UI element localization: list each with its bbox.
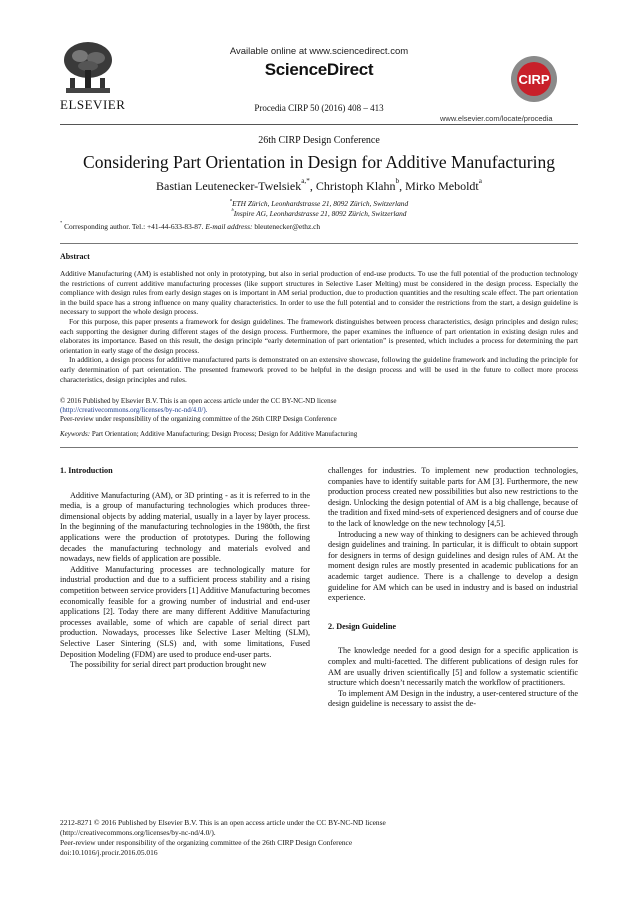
publisher-name: ELSEVIER xyxy=(60,97,126,112)
sciencedirect-logo: ScienceDirect xyxy=(264,60,374,79)
footer-issn: 2212-8271 © 2016 Published by Elsevier B.V. This is an open access article under the CC BY-NC-ND license xyxy=(60,818,386,827)
abstract-paragraph-2: For this purpose, this paper presents a framework for design guidelines. The framework distinguishes between process characteristics, design principles and design rules; each supporting the designer during different stages of the design process. Furthermore, the paper examines the influence of part orientation in existing design rules and elaborates its importance. Based on this result, the design principle “early determination of part orientation” is presented, which includes a process for determining the part orientation in early stage of the design process. xyxy=(60,316,578,355)
footer-peer-review: Peer-review under responsibility of the organizing committee of the 26th CIRP Design Conference xyxy=(60,838,353,847)
author-1: Bastian Leutenecker-Twelsiek xyxy=(156,179,302,193)
right-paragraph-1: challenges for industries. To implement new production technologies, companies have to identify suitable parts for AM [3]. Furthermore, the new production process created new possibilities but also new restrictions to the design. Unlocking the design potential of AM is a big challenge, because of the tradition and fixed mind-sets of experienced designers and of course due to the lack of knowledge on the new technology [4,5]. xyxy=(328,466,578,528)
footer-license-link[interactable]: (http://creativecommons.org/licenses/by-nc-nd/4.0/). xyxy=(60,828,216,837)
abstract-heading: Abstract xyxy=(60,252,90,261)
right-column xyxy=(328,466,578,710)
conference-name: 26th CIRP Design Conference xyxy=(258,135,380,146)
author-3-affiliation: a xyxy=(478,177,482,185)
cirp-logo xyxy=(510,55,558,103)
intro-paragraph-1: Additive Manufacturing (AM), or 3D printing - as it is referred to in the media, is a group of manufacturing technologies which produces three-dimensional objects by adding material, usually in a layer by layer process. In the beginning of the manufacturing technologies in the 1980th, the first applications were the production of prototypes. During the following decades the manufacturing technology and materials evolved and nowadays, new fields of application are possible. xyxy=(60,490,310,564)
paper-title: Considering Part Orientation in Design for Additive Manufacturing xyxy=(83,152,555,172)
right-paragraph-3: The knowledge needed for a good design for a specific application is complex and multi-facetted. The different publications of design rules for AM are usually driven scientifically [5] and follow a systematic scientific structure which doesn’t necessarily match the workflow of practitioners. xyxy=(328,646,578,688)
right-paragraph-2: Introducing a new way of thinking to designers can be achieved through design guidelines and training. In particular, it is difficult to obtain support for designers in terms of design guidelines and design rules of AM. At the moment design rules are mostly presented in academic publications for an academic target audience. There is a challenge to develop a design guideline for AM which can be used in industry and is based on industrial experience. xyxy=(328,529,578,603)
svg-text:CIRP: CIRP xyxy=(518,72,550,87)
author-2-affiliation: b xyxy=(395,177,400,185)
header-rule xyxy=(60,124,578,125)
left-column xyxy=(60,466,310,671)
author-2: , Christoph Klahn xyxy=(309,179,396,193)
abstract-top-rule xyxy=(60,243,578,244)
peer-review-note: Peer-review under responsibility of the organizing committee of the 26th CIRP Design Conference xyxy=(60,415,337,423)
author-email[interactable]: bleutenecker@ethz.ch xyxy=(254,222,321,231)
right-paragraph-4: To implement AM Design in the industry, a user-centered structure of the design guideline is necessary to assist the de- xyxy=(328,688,578,709)
procedia-url[interactable]: www.elsevier.com/locate/procedia xyxy=(440,114,553,123)
intro-paragraph-2: Additive Manufacturing processes are technologically mature for industrial production and due to a sufficient process stability and a rising competition between service providers [1] Additive Manufacturing becomes economically feasible for a growing number of industrial and end-user applications [2]. Today there are many different Additive Manufacturing processes available, some of which are capable of serial direct part production. Nowadays, processes like Selective Laser Melting (SLM), Selective Laser Sintering (SLS) and, with some limitations, Fused Deposition Modeling (FDM) are used to produce end-user parts. xyxy=(60,564,310,659)
section-heading-introduction: 1. Introduction xyxy=(60,466,113,475)
author-list xyxy=(0,179,638,194)
affiliation-a: $^a$ETH Zürich, Leonhardstrasse 21, 8092 Zürich, Switzerland xyxy=(229,197,409,208)
abstract-body xyxy=(60,269,578,397)
affiliation-b: $^b$Inspire AG, Leonhardstrasse 21, 8092 Zürich, Switzerland xyxy=(231,207,407,218)
corresponding-author: * Corresponding author. Tel.: +41-44-633-83-87. E-mail address: bleutenecker@ethz.ch xyxy=(60,220,321,231)
license-line-1: © 2016 Published by Elsevier B.V. This is an open access article under the CC BY-NC-ND license xyxy=(60,397,337,405)
intro-paragraph-3: The possibility for serial direct part production brought new xyxy=(70,660,267,670)
keywords-bottom-rule xyxy=(60,447,578,448)
footer-doi[interactable]: doi:10.1016/j.procir.2016.05.016 xyxy=(60,848,158,857)
abstract-paragraph-1: Additive Manufacturing (AM) is established not only in prototyping, but also in serial production of end-use products. To use the full potential of the production technology the restrictions of current additive manufacturing processes (like support structures in Selective Laser Melting) must be considered in the design process. Especially the compliance with design rules from early design stages on is important in AM serial production, due to production quantities and the resulting scale effect. The part orientation in the build space has a strong influence on many quality characteristics. In order to use the full potential and to consider the restrictions from the start, a design guideline is necessary to support the whole design process. xyxy=(60,269,578,317)
abstract-paragraph-3: In addition, a design process for additive manufactured parts is demonstrated on an extensive showcase, following the guideline framework and including the principle for early determination of part orientation. The presented framework proved to be helpful in the design process and will be used in the future to collect more process characteristics, design principles and rules. xyxy=(60,355,578,384)
available-online-text: Available online at www.sciencedirect.com xyxy=(229,46,409,57)
author-1-affiliation: a,* xyxy=(301,177,310,185)
keywords: Keywords: Part Orientation; Additive Manufacturing; Design Process; Design for Additive Manufacturing xyxy=(60,430,358,438)
license-link[interactable]: (http://creativecommons.org/licenses/by-nc-nd/4.0/). xyxy=(60,406,208,414)
author-3: , Mirko Meboldt xyxy=(399,179,479,193)
section-heading-design-guideline: 2. Design Guideline xyxy=(328,621,397,631)
journal-reference: Procedia CIRP 50 (2016) 408 – 413 xyxy=(254,103,384,113)
